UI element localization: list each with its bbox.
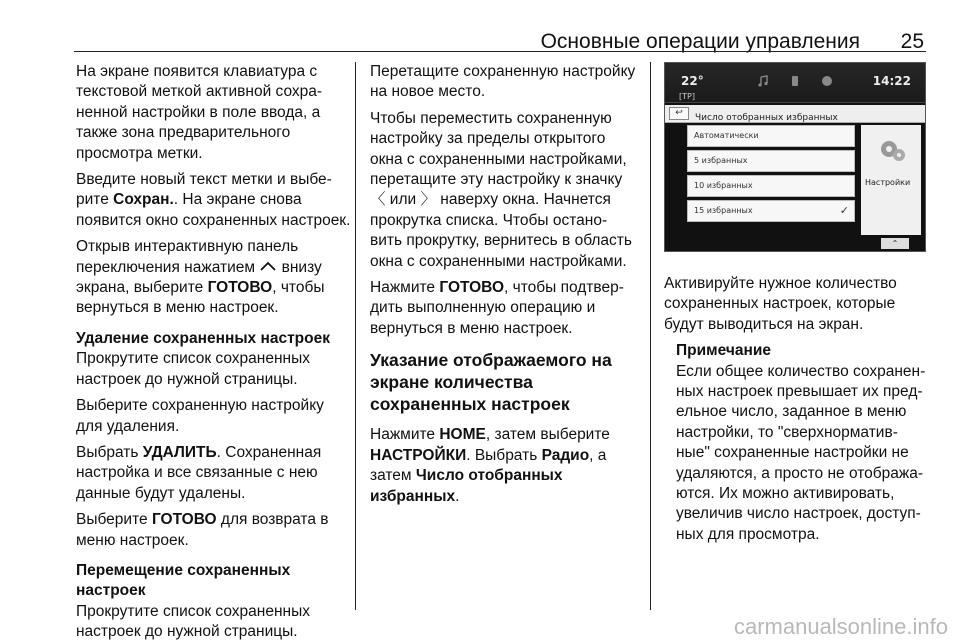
paragraph: Выберите ГОТОВО для возврата в меню настроек. [76,511,329,549]
column-divider [650,62,651,610]
favorites-count-list [687,125,855,225]
list-item[interactable]: 10 избранных [687,175,855,197]
gear-icon [877,135,907,165]
section-heading: Перемещение сохраненных настроек [76,561,291,600]
paragraph: Нажмите ГОТОВО, чтобы подтвер-дить выполненную операцию и вернуться в меню настроек. [370,279,624,337]
column-left [76,62,351,642]
list-item[interactable]: 5 избранных [687,150,855,172]
page-number: 25 [900,30,924,53]
back-button[interactable]: ↩ [669,107,689,120]
list-item[interactable]: 15 избранных ✓ [687,200,855,222]
music-icon [757,75,769,87]
infotainment-screen [664,62,926,252]
screenshot-figure [664,62,926,274]
paragraph: Нажмите HOME, затем выберите НАСТРОЙКИ. Выбрать Радио, а затем Число отобранных избранных. [370,426,610,505]
list-item[interactable]: Автоматически [687,125,855,147]
info-icon [821,75,833,87]
chevron-up-icon [259,259,277,276]
paragraph: На экране появится клавиатура с текстовой меткой активной сохра-ненной настройки в поле ввода, а также зона предварительного просмотра метки. [76,63,323,162]
paragraph: Введите новый текст метки и выбе-рите Сохран.. На экране снова появится окно сохраненных настроек. [76,171,351,229]
clock: 14:22 [872,74,911,88]
column-divider [355,62,356,610]
chapter-title: Основные операции управления [540,30,860,53]
tp-indicator: [TP] [679,92,695,101]
bottom-bar [665,237,925,251]
paragraph: Открыв интерактивную панель переключения нажатием внизу экрана, выберите ГОТОВО, чтобы вернуться в меню настроек. [76,238,325,317]
column-middle [370,62,638,513]
watermark: carmanualsonline.info [733,614,948,639]
section-heading: Удаление сохраненных настроек [76,329,330,347]
paragraph: Выберите сохраненную настройку для удаления. [76,397,324,435]
screen-title: Число отобранных избранных [695,113,838,123]
paragraph: Прокрутите список сохраненных настроек до нужной страницы. [76,350,310,388]
section-heading: Указание отображаемого на экране количества сохраненных настроек [370,350,612,415]
note-text: Если общее количество сохранен-ных настроек превышает их пред-ельное число, заданное в меню настройки, то "сверхнорматив-ные" сохраненные настройки не удаляются, а просто не отобража-ются. Их можно активировать, увеличив число настроек, доступ-ных для просмотра. [676,362,926,543]
paragraph: Чтобы переместить сохраненную настройку за пределы открытого окна с сохраненными настройками, перетащите эту настройку к значку 〈 или 〉 наверху окна. Начнется прокрутка списка. Чтобы остано-вить прокрутку, вернитесь в область окна с сохраненными настройками. [370,109,632,270]
note-title: Примечание [676,342,771,360]
temperature: 22° [681,74,704,88]
screen-title-bar [665,105,925,123]
settings-label: Настройки [865,178,911,187]
paragraph: Прокрутите список сохраненных настроек до нужной страницы. [76,602,310,641]
header-rule [74,51,926,52]
status-bar [665,63,925,103]
settings-panel[interactable] [861,125,921,235]
check-icon: ✓ [839,204,849,217]
paragraph: Выбрать УДАЛИТЬ. Сохраненная настройка и все связанные с нею данные будут удалены. [76,443,322,502]
paragraph: Перетащите сохраненную настройку на новое место. [370,63,636,101]
note [664,341,926,545]
column-right [664,62,926,551]
chevron-up-icon[interactable]: ⌃ [881,238,909,249]
paragraph: Активируйте нужное количество сохраненных настроек, которые будут выводиться на экран. [664,275,897,333]
page-header [0,0,960,53]
phone-icon [789,75,801,87]
